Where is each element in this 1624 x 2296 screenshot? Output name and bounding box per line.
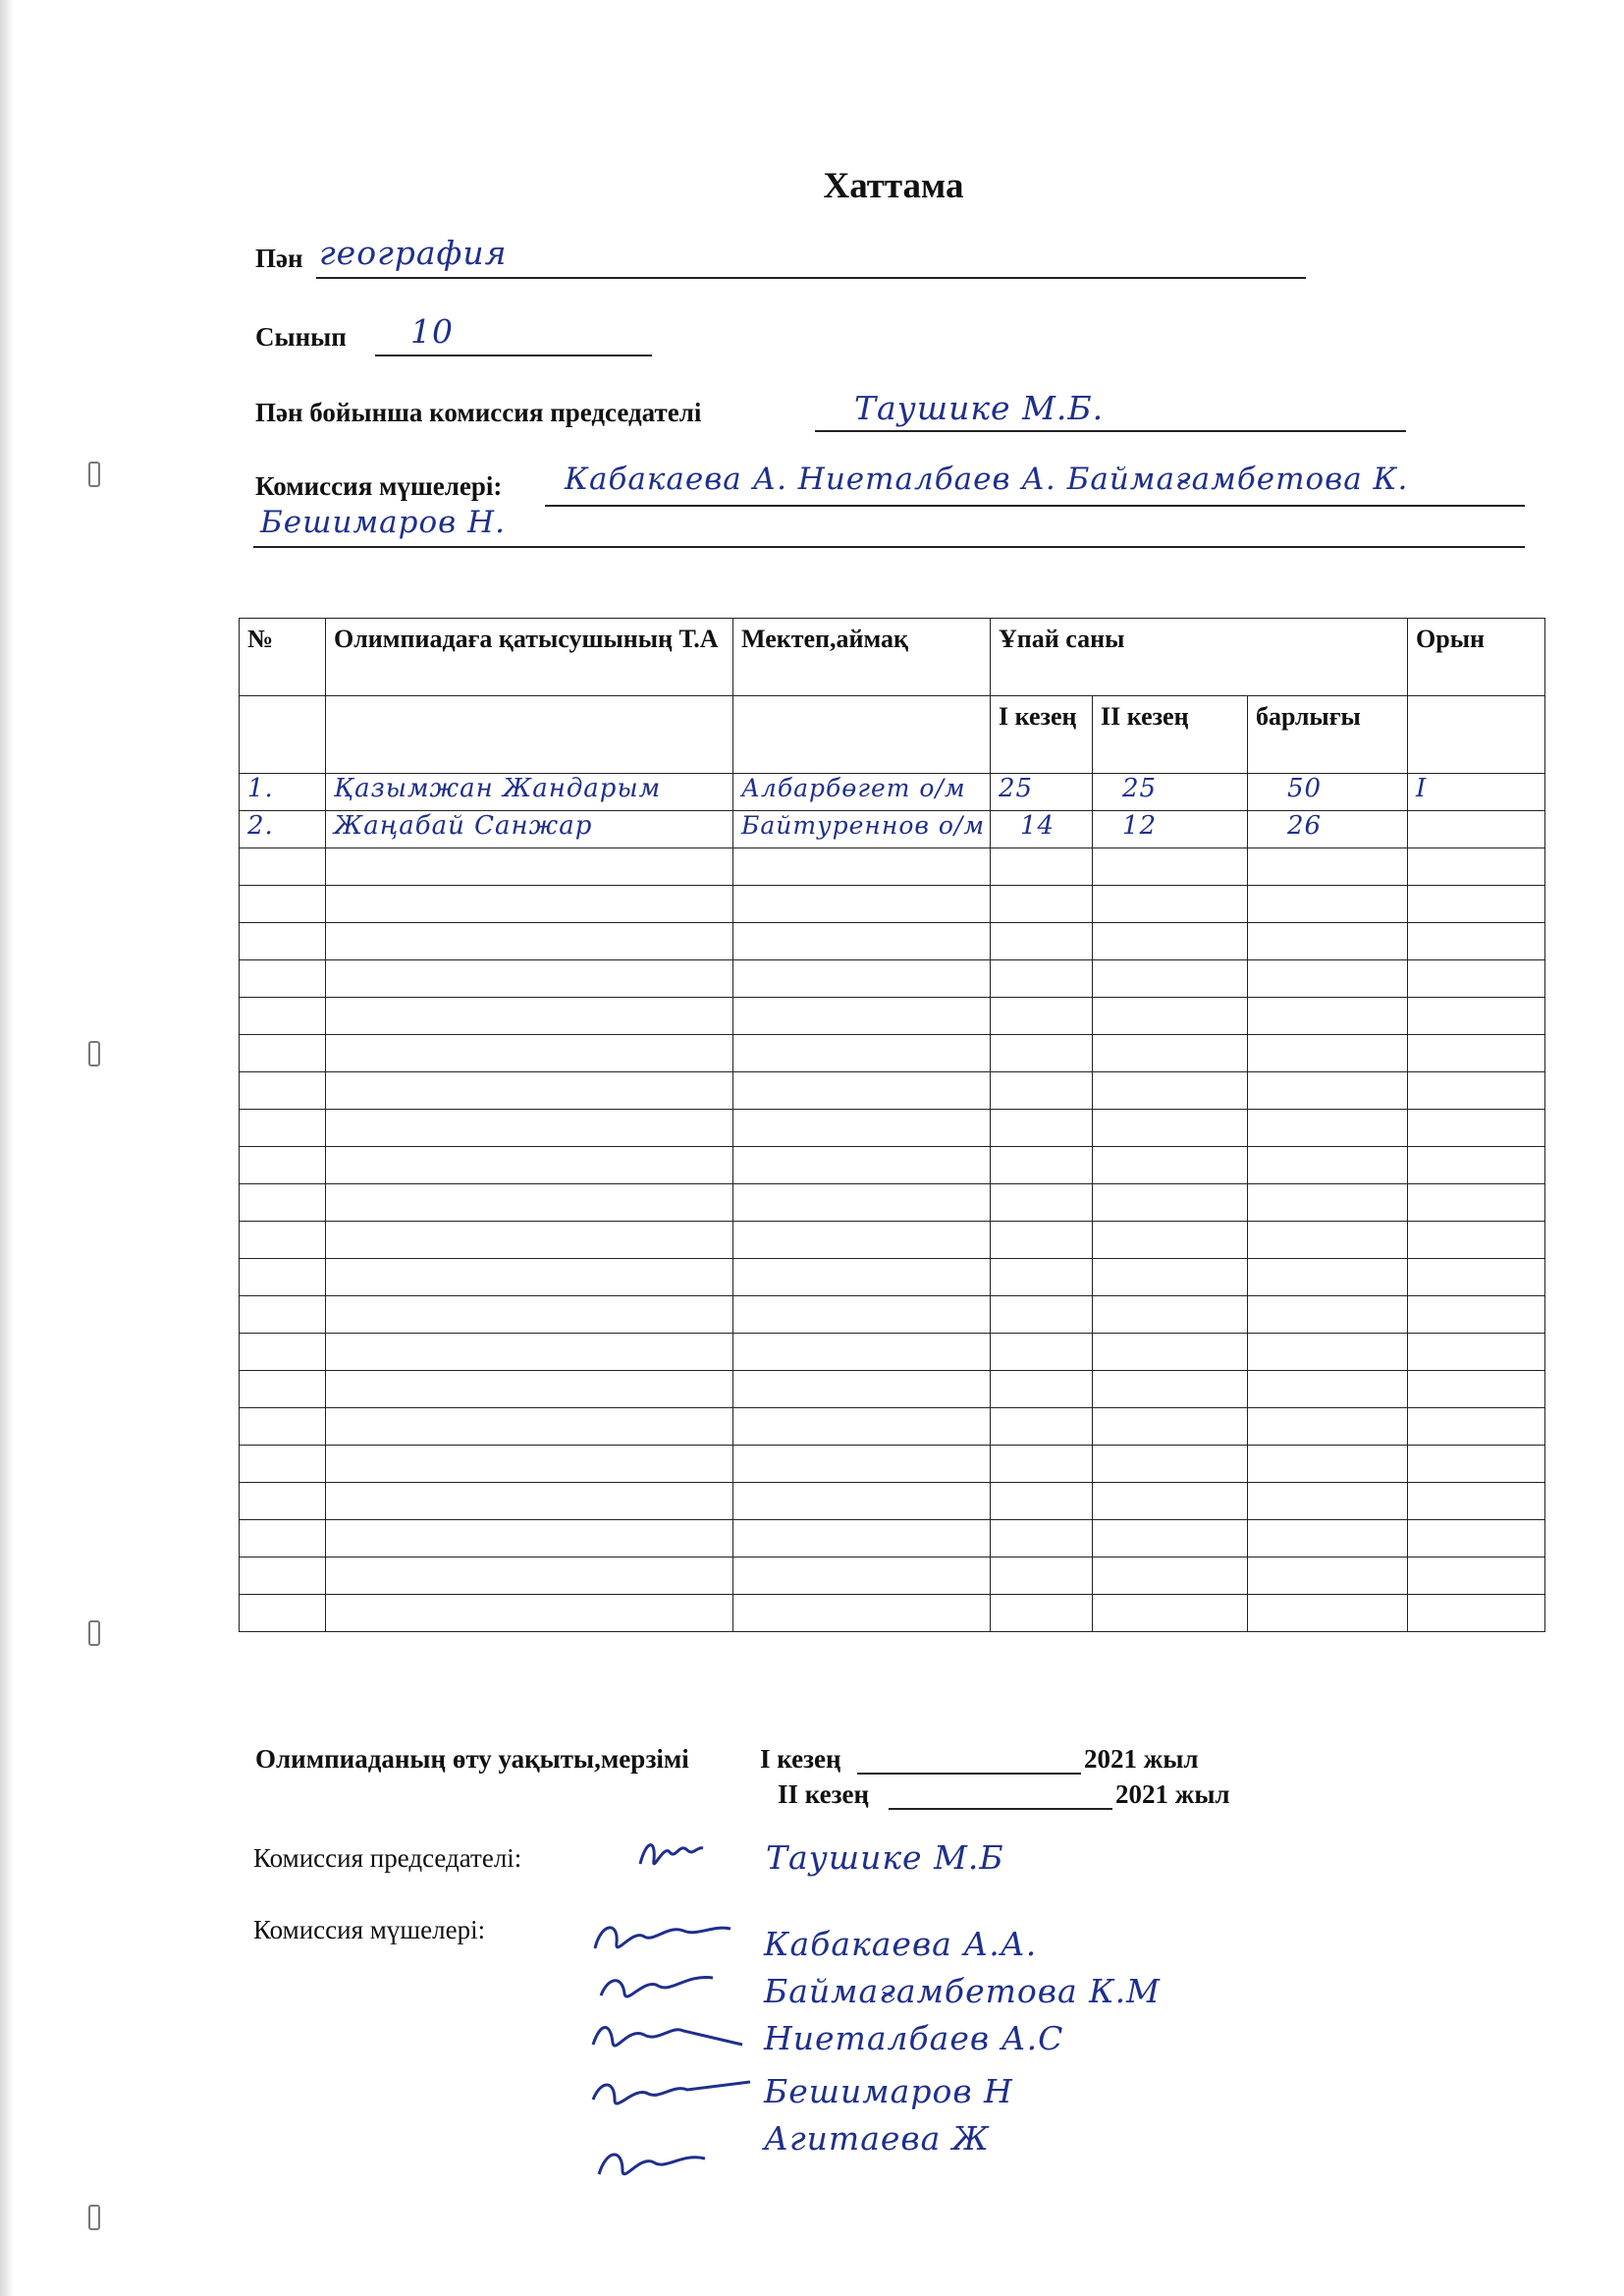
signature-scribble bbox=[589, 2013, 746, 2060]
table-row-empty bbox=[240, 998, 1545, 1035]
stage1-label: I кезең bbox=[760, 1744, 841, 1774]
signature-scribble bbox=[589, 1915, 736, 1964]
table-row-empty bbox=[240, 1371, 1545, 1408]
cell-name: Қазымжан Жандарым bbox=[326, 774, 733, 811]
member-name-5: Агитаева Ж bbox=[764, 2119, 990, 2158]
member-signature bbox=[595, 1966, 723, 2016]
table-row bbox=[240, 811, 1545, 848]
cell-school: Албарбөгет о/м bbox=[733, 774, 991, 811]
page-title: Хаттама bbox=[823, 166, 964, 206]
subheader-empty bbox=[1408, 696, 1545, 774]
cell-school: Байтуреннов о/м bbox=[733, 811, 991, 848]
table-row-empty bbox=[240, 1446, 1545, 1483]
cell-no: 2. bbox=[240, 811, 326, 848]
member-signature bbox=[589, 2013, 746, 2065]
col-header-stage2: II кезең bbox=[1093, 696, 1248, 774]
member-signature bbox=[589, 2070, 756, 2124]
cell-place bbox=[1408, 811, 1545, 848]
subheader-empty bbox=[240, 696, 326, 774]
col-header-school: Мектеп,аймақ bbox=[733, 619, 991, 696]
table-row bbox=[240, 774, 1545, 811]
members-value-2: Бешимаров Н. bbox=[260, 505, 506, 540]
scan-edge bbox=[0, 0, 14, 2296]
timing-label: Олимпиаданың өту уақыты,мерзімі bbox=[255, 1744, 689, 1774]
members-underline-2 bbox=[253, 546, 1525, 548]
table-row-empty bbox=[240, 1110, 1545, 1147]
cell-stage2: 12 bbox=[1093, 811, 1248, 848]
cell-place: I bbox=[1408, 774, 1545, 811]
footer-chairman-name: Таушике М.Б bbox=[766, 1838, 1004, 1877]
table-row-empty bbox=[240, 1184, 1545, 1222]
class-value: 10 bbox=[410, 312, 454, 351]
member-name-2: Баймағамбетова К.М bbox=[764, 1972, 1161, 2010]
subject-underline bbox=[316, 277, 1306, 279]
members-underline-1 bbox=[545, 505, 1525, 507]
binder-hole bbox=[88, 1041, 100, 1066]
table-row-empty bbox=[240, 848, 1545, 886]
table-row-empty bbox=[240, 886, 1545, 923]
stage2-label: II кезең bbox=[778, 1779, 870, 1809]
footer-members-label: Комиссия мүшелері: bbox=[253, 1915, 486, 1944]
subheader-empty bbox=[326, 696, 733, 774]
signature-scribble bbox=[636, 1834, 707, 1880]
table-row-empty bbox=[240, 1558, 1545, 1595]
binder-hole bbox=[88, 2205, 100, 2230]
table-row-empty bbox=[240, 1520, 1545, 1558]
stage2-date-line bbox=[889, 1808, 1112, 1810]
signature-scribble bbox=[593, 2141, 711, 2188]
chairman-signature bbox=[636, 1834, 707, 1887]
table-row-empty bbox=[240, 1035, 1545, 1072]
member-name-4: Бешимаров Н bbox=[764, 2072, 1013, 2110]
members-value-1: Кабакаева А. Ниеталбаев А. Баймағамбетова К. bbox=[565, 462, 1409, 497]
table-row-empty bbox=[240, 923, 1545, 960]
subject-value: география bbox=[319, 234, 508, 272]
member-name-3: Ниеталбаев А.С bbox=[764, 2019, 1064, 2057]
footer-chairman-label: Комиссия председателі: bbox=[253, 1843, 522, 1873]
table-row-empty bbox=[240, 1408, 1545, 1446]
results-table bbox=[239, 618, 1545, 1632]
table-row-empty bbox=[240, 1296, 1545, 1334]
cell-stage1: 14 bbox=[991, 811, 1093, 848]
cell-stage2: 25 bbox=[1093, 774, 1248, 811]
subject-label: Пән bbox=[255, 244, 303, 273]
stage2-year: 2021 жыл bbox=[1115, 1779, 1230, 1809]
table-row-empty bbox=[240, 1259, 1545, 1296]
binder-hole bbox=[88, 1620, 100, 1646]
col-header-place: Орын bbox=[1408, 619, 1545, 696]
cell-no: 1. bbox=[240, 774, 326, 811]
signature-scribble bbox=[589, 2070, 756, 2119]
member-signature bbox=[593, 2141, 711, 2193]
member-signature bbox=[589, 1915, 736, 1969]
class-label: Сынып bbox=[255, 322, 347, 352]
cell-stage1: 25 bbox=[991, 774, 1093, 811]
col-header-total: барлығы bbox=[1248, 696, 1408, 774]
cell-name: Жаңабай Санжар bbox=[326, 811, 733, 848]
table-row-empty bbox=[240, 1147, 1545, 1184]
chairman-label: Пән бойынша комиссия председателі bbox=[255, 398, 702, 427]
chairman-underline bbox=[815, 430, 1406, 432]
signature-scribble bbox=[595, 1966, 723, 2011]
subheader-empty bbox=[733, 696, 991, 774]
stage1-year: 2021 жыл bbox=[1084, 1744, 1199, 1774]
table-row-empty bbox=[240, 1595, 1545, 1632]
cell-total: 50 bbox=[1248, 774, 1408, 811]
members-label: Комиссия мүшелері: bbox=[255, 471, 503, 501]
cell-total: 26 bbox=[1248, 811, 1408, 848]
table-row-empty bbox=[240, 1483, 1545, 1520]
table-row-empty bbox=[240, 960, 1545, 998]
class-underline bbox=[375, 355, 652, 356]
col-header-score: Ұпай саны bbox=[991, 619, 1408, 696]
table-row-empty bbox=[240, 1222, 1545, 1259]
col-header-stage1: I кезең bbox=[991, 696, 1093, 774]
table-row-empty bbox=[240, 1072, 1545, 1110]
col-header-no: № bbox=[240, 619, 326, 696]
member-name-1: Кабакаева А.А. bbox=[764, 1925, 1038, 1963]
table-row-empty bbox=[240, 1334, 1545, 1371]
col-header-name: Олимпиадаға қатысушының Т.А bbox=[326, 619, 733, 696]
chairman-value: Таушике М.Б. bbox=[854, 389, 1105, 427]
binder-hole bbox=[88, 462, 100, 487]
stage1-date-line bbox=[857, 1773, 1081, 1775]
